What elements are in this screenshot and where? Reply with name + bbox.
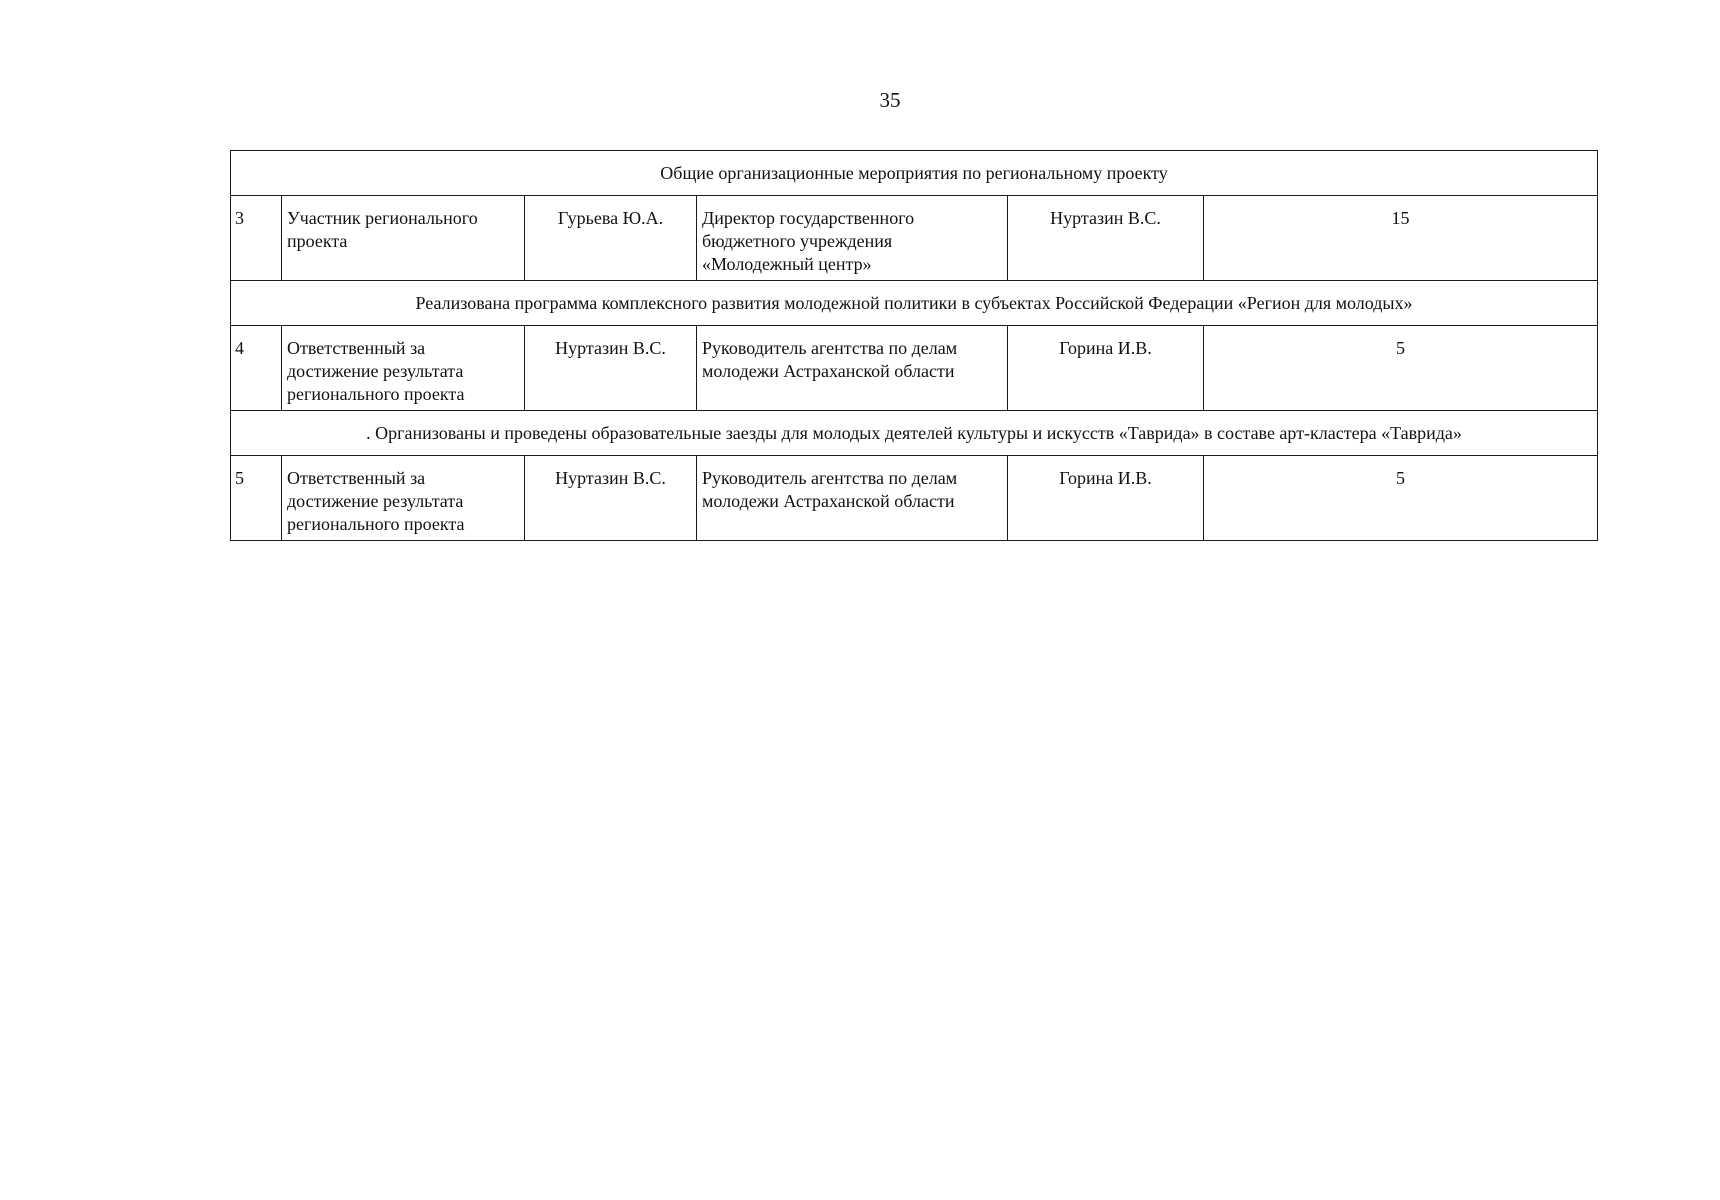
role-cell: Ответственный за достижение результата регионального проекта	[282, 326, 525, 411]
supervisor-cell: Горина И.В.	[1008, 456, 1204, 541]
section-header-row	[231, 281, 1598, 326]
supervisor-cell: Нуртазин В.С.	[1008, 196, 1204, 281]
role-cell: Участник регионального проекта	[282, 196, 525, 281]
section-header-row	[231, 411, 1598, 456]
value-cell: 5	[1204, 456, 1598, 541]
responsibility-table	[230, 150, 1598, 541]
person-cell: Нуртазин В.С.	[525, 326, 697, 411]
section-title: . Организованы и проведены образовательные заезды для молодых деятелей культуры и искусств «Таврида» в составе арт-кластера «Таврида»	[231, 411, 1598, 456]
position-cell: Директор государственного бюджетного учреждения «Молодежный центр»	[697, 196, 1008, 281]
table-row	[231, 456, 1598, 541]
row-number: 3	[231, 196, 282, 281]
table-row	[231, 326, 1598, 411]
person-cell: Нуртазин В.С.	[525, 456, 697, 541]
section-title: Общие организационные мероприятия по региональному проекту	[231, 151, 1598, 196]
person-cell: Гурьева Ю.А.	[525, 196, 697, 281]
position-cell: Руководитель агентства по делам молодежи Астраханской области	[697, 456, 1008, 541]
value-cell: 15	[1204, 196, 1598, 281]
value-cell: 5	[1204, 326, 1598, 411]
section-header-row	[231, 151, 1598, 196]
position-cell: Руководитель агентства по делам молодежи Астраханской области	[697, 326, 1008, 411]
supervisor-cell: Горина И.В.	[1008, 326, 1204, 411]
page-number: 35	[879, 88, 901, 112]
table-row	[231, 196, 1598, 281]
role-cell: Ответственный за достижение результата регионального проекта	[282, 456, 525, 541]
row-number: 4	[231, 326, 282, 411]
row-number: 5	[231, 456, 282, 541]
section-title: Реализована программа комплексного развития молодежной политики в субъектах Российской Федерации «Регион для молодых»	[231, 281, 1598, 326]
